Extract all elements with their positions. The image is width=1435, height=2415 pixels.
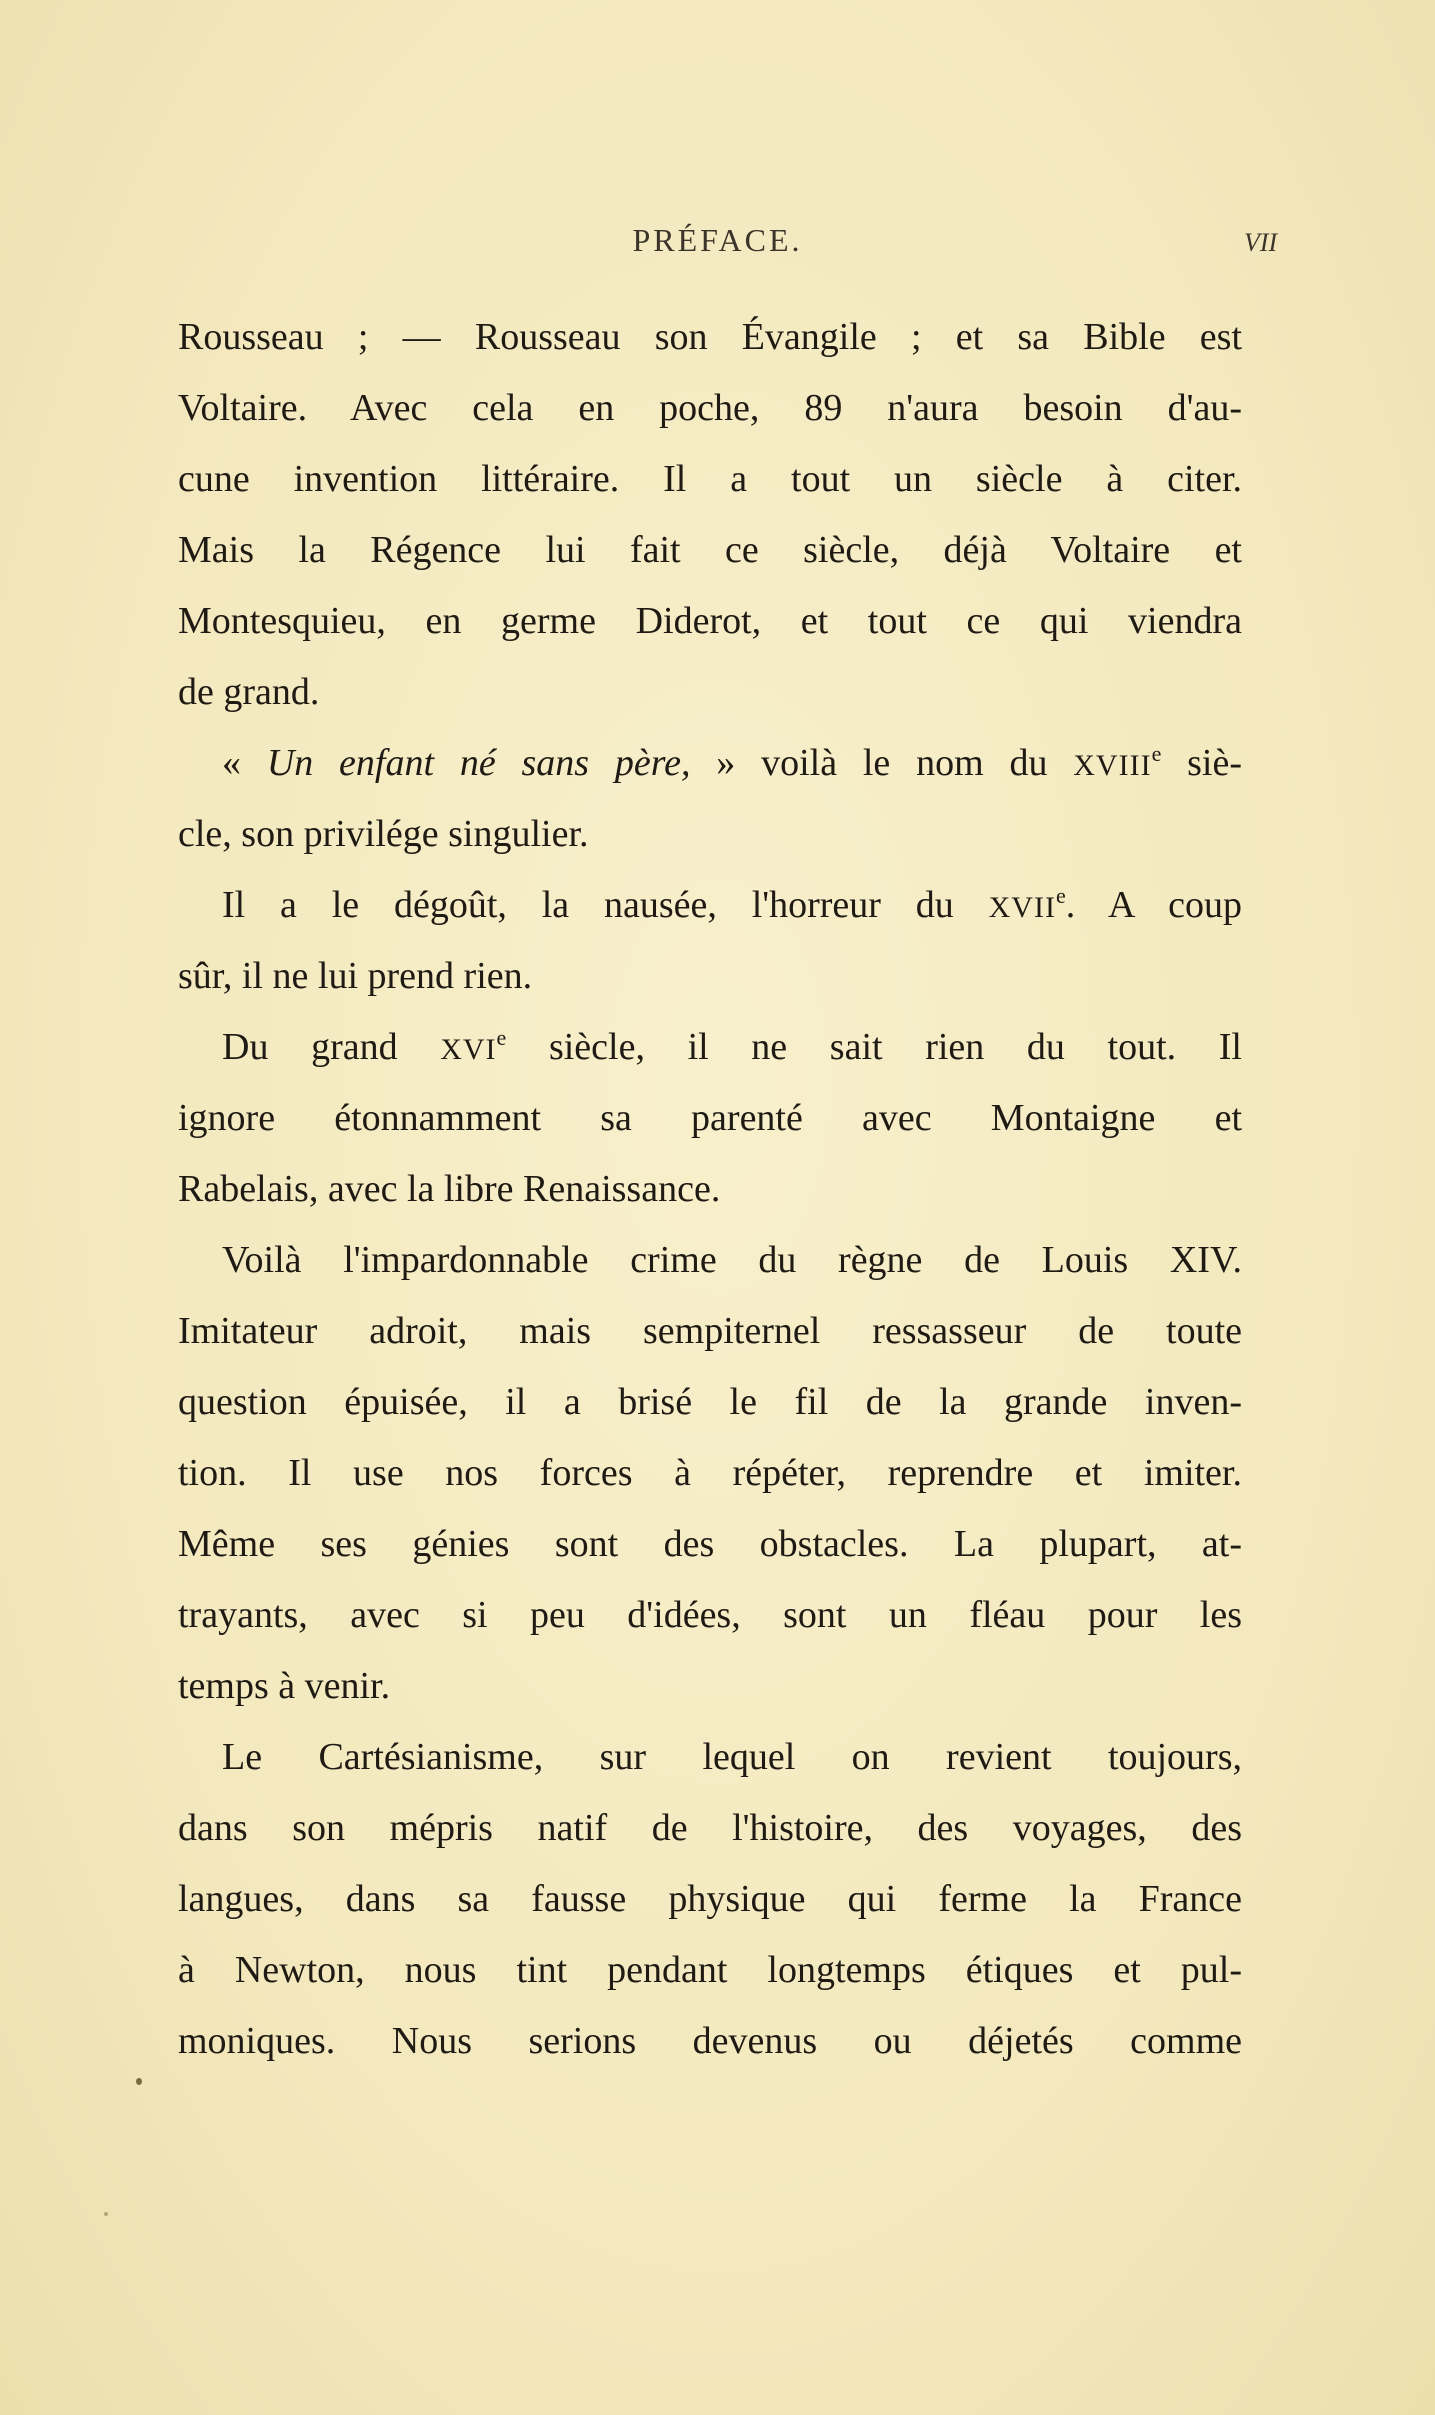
text-line: Voltaire. Avec cela en poche, 89 n'aura besoin d'au- — [178, 387, 1242, 429]
quote-end: siè- — [1161, 742, 1243, 784]
text-line: dans son mépris natif de l'histoire, des voyages, des — [178, 1807, 1242, 1849]
text-line: trayants, avec si peu d'idées, sont un fléau pour les — [178, 1594, 1242, 1636]
text-line — [178, 870, 1242, 941]
line-end: siècle, il ne sait rien du tout. Il — [506, 1026, 1242, 1068]
century-numeral: XVIII — [1073, 749, 1152, 782]
text-line-quote — [178, 728, 1242, 799]
ordinal-sup: e — [1055, 883, 1066, 908]
text-line: cle, son privilége singulier. — [178, 813, 589, 855]
century-numeral: XVI — [440, 1033, 497, 1066]
text-line: question épuisée, il a brisé le fil de la grande inven- — [178, 1381, 1242, 1423]
text-line: langues, dans sa fausse physique qui ferme la France — [178, 1878, 1242, 1920]
text-line: Imitateur adroit, mais sempiternel ressasseur de toute — [178, 1310, 1242, 1352]
text-line: Rabelais, avec la libre Renaissance. — [178, 1168, 721, 1210]
line-start: Il a le dégoût, la nausée, l'horreur du — [222, 884, 989, 926]
text-line: Mais la Régence lui fait ce siècle, déjà Voltaire et — [178, 529, 1242, 571]
text-line: Voilà l'impardonnable crime du règne de Louis XIV. — [222, 1239, 1242, 1281]
text-line: Le Cartésianisme, sur lequel on revient toujours, — [222, 1736, 1242, 1778]
ordinal-sup: e — [496, 1025, 507, 1050]
quote-open: « — [222, 742, 267, 784]
quote-italic: Un enfant né sans père, — [266, 742, 691, 784]
text-line: tion. Il use nos forces à répéter, reprendre et imiter. — [178, 1452, 1242, 1494]
text-line: Montesquieu, en germe Diderot, et tout ce qui viendra — [178, 600, 1242, 642]
century-numeral: XVII — [988, 891, 1056, 924]
text-line — [178, 1012, 1242, 1083]
paper-speck — [136, 2078, 142, 2085]
text-line: ignore étonnamment sa parenté avec Montaigne et — [178, 1097, 1242, 1139]
page-header — [0, 222, 1435, 272]
text-line: sûr, il ne lui prend rien. — [178, 955, 533, 997]
text-line: cune invention littéraire. Il a tout un siècle à citer. — [178, 458, 1242, 500]
text-line: moniques. Nous serions devenus ou déjetés comme — [178, 2020, 1242, 2062]
ordinal-sup: e — [1151, 741, 1162, 766]
text-line: Même ses génies sont des obstacles. La plupart, at- — [178, 1523, 1242, 1565]
text-line: Rousseau ; — Rousseau son Évangile ; et sa Bible est — [178, 316, 1242, 358]
paper-speck — [104, 2212, 108, 2216]
text-line: à Newton, nous tint pendant longtemps étiques et pul- — [178, 1949, 1242, 1991]
text-line: temps à venir. — [178, 1665, 391, 1707]
page-number: VII — [1244, 228, 1278, 257]
running-title: PRÉFACE. — [632, 222, 803, 258]
text-line: de grand. — [178, 671, 320, 713]
quote-mid: » voilà le nom du — [690, 742, 1074, 784]
line-end: . A coup — [1065, 884, 1242, 926]
body-text — [178, 302, 1242, 2077]
line-start: Du grand — [222, 1026, 441, 1068]
